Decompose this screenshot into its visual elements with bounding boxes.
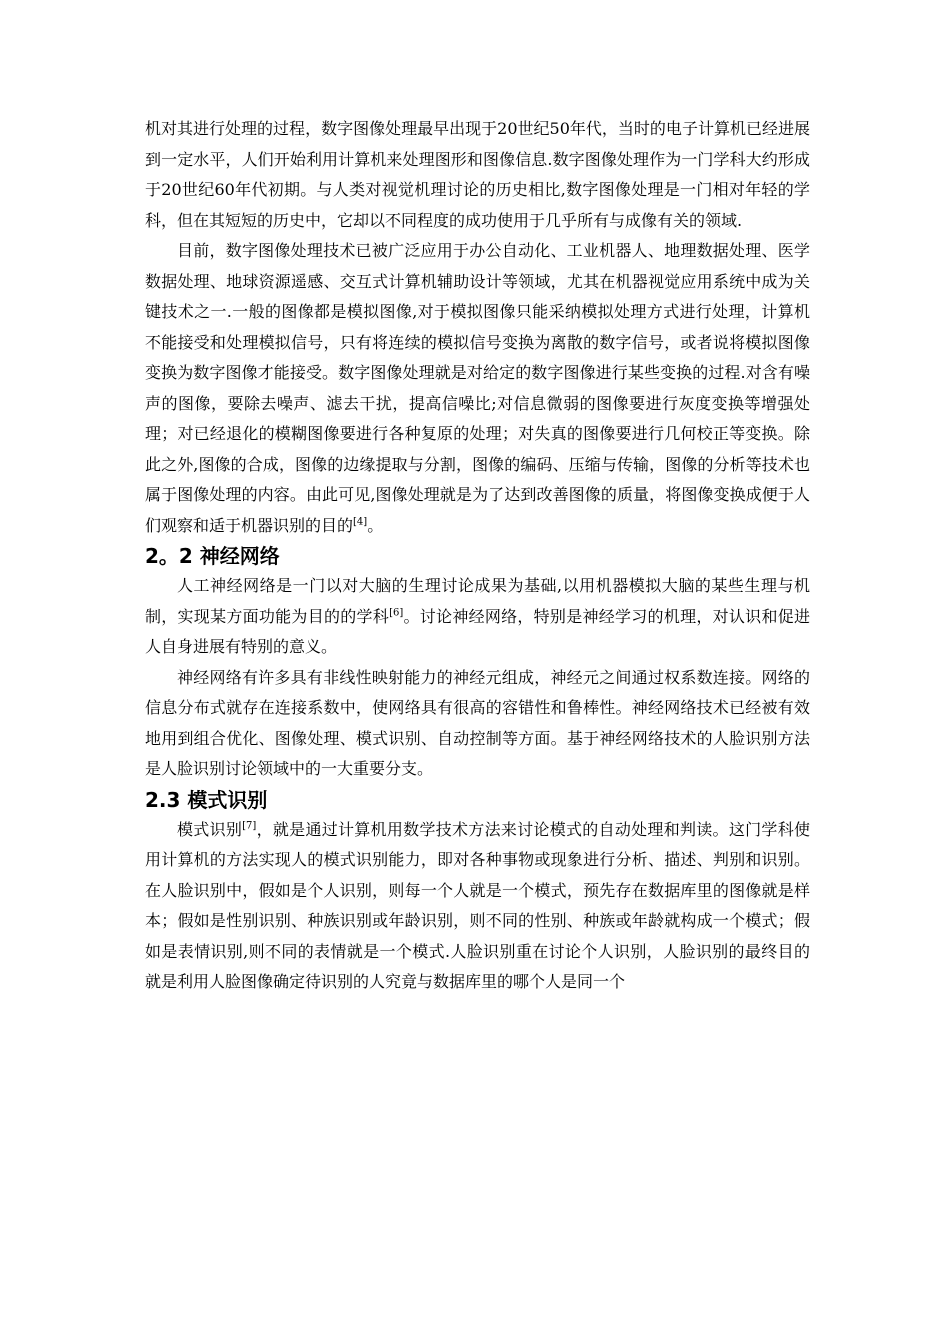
paragraph-text: 人工神经网络是一门以对大脑的生理讨论成果为基础,以用机器模拟大脑的某些生理与机制，实现某方面功能为目的的学科 — [145, 576, 810, 626]
section-heading-neural-network: 2。2 神经网络 — [145, 544, 280, 568]
paragraph-end: 。 — [367, 515, 384, 535]
citation-ref: [7] — [242, 820, 257, 832]
paragraph-text: 目前，数字图像处理技术已被广泛应用于办公自动化、工业机器人、地理数据处理、医学数据处理、地球资源遥感、交互式计算机辅助设计等领域，尤其在机器视觉应用系统中成为关键技术之一.一般的图像都是模拟图像,对于模拟图像只能采纳模拟处理方式进行处理，计算机不能接受和处理模拟信号，只有将连续的模拟信号变换为离散的数字信号，或者说将模拟图像变换为数字图像才能接受。数字图像处理就是对给定的数字图像进行某些变换的过程.对含有噪声的图像，要除去噪声、滤去干扰，提高信噪比;对信息微弱的图像要进行灰度变换等增强处理；对已经退化的模糊图像要进行各种复原的处理；对失真的图像要进行几何校正等变换。除此之外,图像的合成，图像的边缘提取与分割，图像的编码、压缩与传输，图像的分析等技术也属于图像处理的内容。由此可见,图像处理就是为了达到改善图像的质量，将图像变换成便于人们观察和适于机器识别的目的 — [145, 241, 810, 535]
paragraph-pattern-recognition — [145, 815, 810, 998]
paragraph-neural-network-intro — [145, 571, 810, 663]
paragraph-neural-network-structure: 神经网络有许多具有非线性映射能力的神经元组成，神经元之间通过权系数连接。网络的信息分布式就存在连接系数中，使网络具有很高的容错性和鲁棒性。神经网络技术已经被有效地用到组合优化、图像处理、模式识别、自动控制等方面。基于神经网络技术的人脸识别方法是人脸识别讨论领域中的一大重要分支。 — [145, 667, 810, 778]
paragraph-image-processing-history: 机对其进行处理的过程，数字图像处理最早出现于20世纪50年代，当时的电子计算机已经进展到一定水平，人们开始利用计算机来处理图形和图像信息.数字图像处理作为一门学科大约形成于20世纪60年代初期。与人类对视觉机理讨论的历史相比,数字图像处理是一门相对年轻的学科，但在其短短的历史中，它却以不同程度的成功使用于几乎所有与成像有关的领域. — [145, 119, 810, 230]
document-body — [145, 114, 810, 998]
section-heading-pattern-recognition: 2.3 模式识别 — [145, 787, 268, 812]
citation-ref: [6] — [389, 607, 404, 619]
paragraph-text: ，就是通过计算机用数学技术方法来讨论模式的自动处理和判读。这门学科使用计算机的方法实现人的模式识别能力，即对各种事物或现象进行分析、描述、判别和识别。在人脸识别中，假如是个人识别，则每一个人就是一个模式，预先存在数据库里的图像就是样本；假如是性别识别、种族识别或年龄识别，则不同的性别、种族或年龄就构成一个模式；假如是表情识别,则不同的表情就是一个模式.人脸识别重在讨论个人识别，人脸识别的最终目的就是利用人脸图像确定待识别的人究竟与数据库里的哪个人是同一个 — [145, 819, 810, 991]
paragraph-lead: 模式识别 — [177, 819, 243, 839]
paragraph-tail: 。讨论神经网络，特别是神经学习的机理，对认识和促进人自身进展有特别的意义。 — [145, 606, 810, 656]
citation-ref: [4] — [353, 516, 368, 528]
paragraph-image-processing-applications — [145, 236, 810, 541]
